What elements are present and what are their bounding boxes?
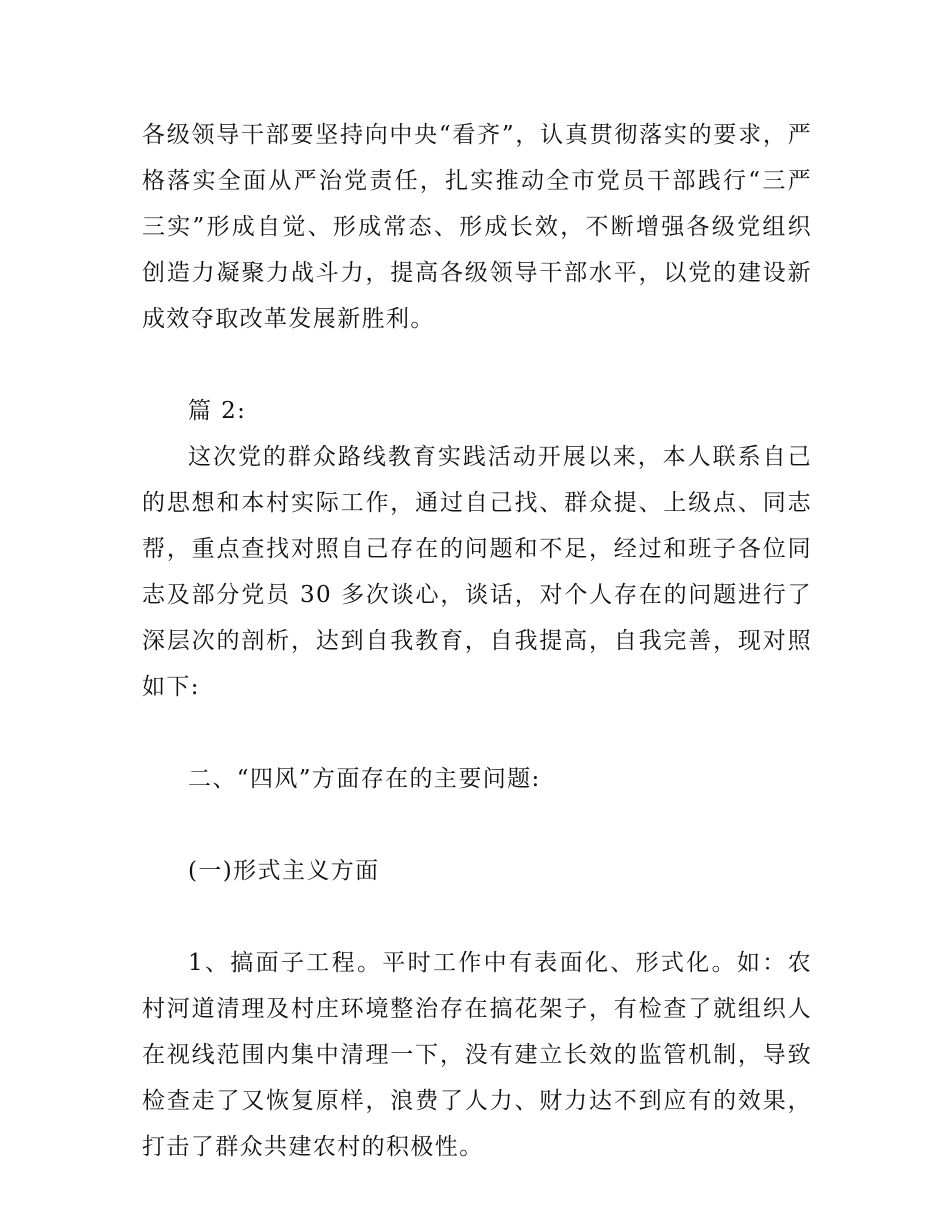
document-body [142, 112, 812, 1170]
blank-line [142, 710, 812, 756]
blank-line [142, 894, 812, 940]
section-heading-four-winds: 二、“四风”方面存在的主要问题: [188, 766, 541, 792]
paragraph-1: 各级领导干部要坚持向中央“看齐”，认真贯彻落实的要求，严格落实全面从严治党责任，扎实推动全市党员干部践行“三严三实”形成自觉、形成常态、形成长效，不断增强各级党组织创造力凝聚力战斗力，提高各级领导干部水平，以党的建设新成效夺取改革发展新胜利。 [142, 122, 812, 332]
paragraph-2: 这次党的群众路线教育实践活动开展以来，本人联系自己的思想和本村实际工作，通过自己找、群众提、上级点、同志帮，重点查找对照自己存在的问题和不足，经过和班子各位同志及部分党员 30 多次谈心，谈话，对个人存在的问题进行了深层次的剖析，达到自我教育，自我提高，自我完善，现对照如下: [142, 444, 812, 700]
subsection-heading-formalism: (一)形式主义方面 [188, 858, 380, 884]
paragraph-3: 1、搞面子工程。平时工作中有表面化、形式化。如：农村河道清理及村庄环境整治存在搞花架子，有检查了就组织人在视线范围内集中清理一下，没有建立长效的监管机制，导致检查走了又恢复原样，浪费了人力、财力达不到应有的效果，打击了群众共建农村的积极性。 [142, 950, 812, 1160]
blank-line [142, 802, 812, 848]
blank-line [142, 342, 812, 388]
section-heading-article-2: 篇 2: [188, 398, 247, 424]
